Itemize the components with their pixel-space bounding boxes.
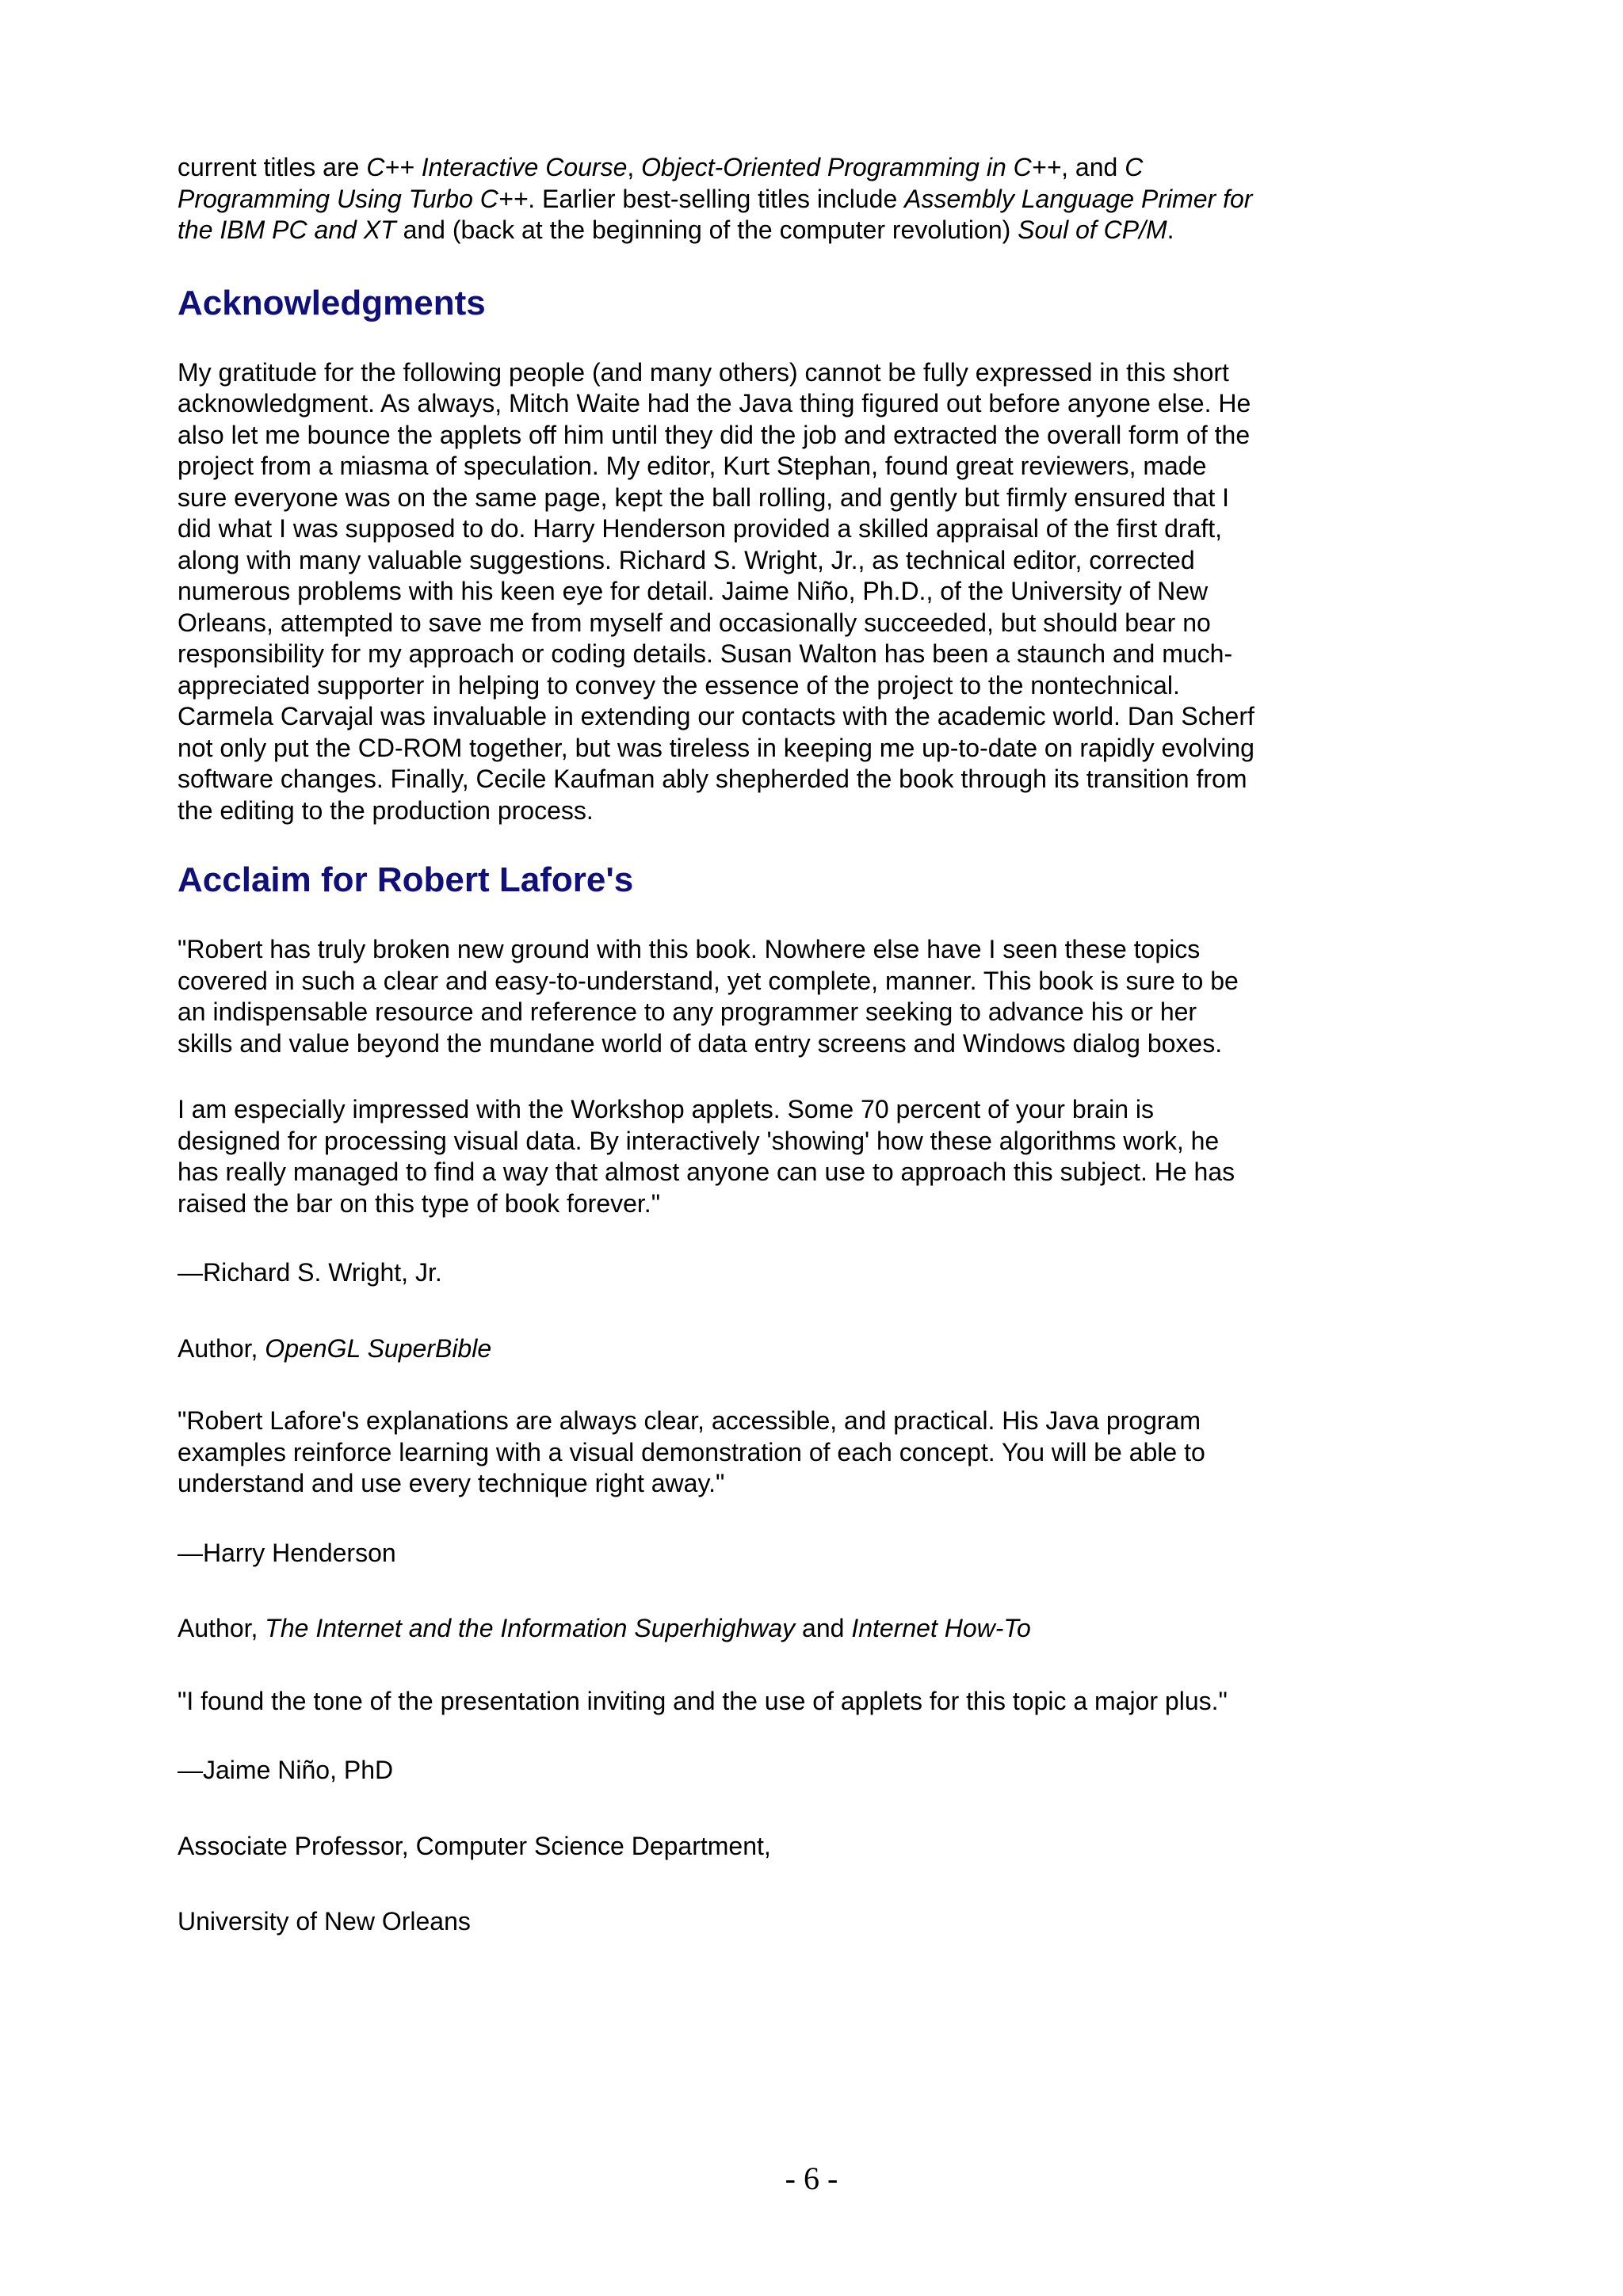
quote-wright-part1: "Robert has truly broken new ground with this book. Nowhere else have I seen these topics covered in such a clear and easy-to-understand, yet complete, manner. This book is sure to be an indispensable resource and reference to any programmer seeking to advance his or her skills and value beyond the mundane world of data entry screens and Windows dialog boxes.	[178, 935, 1239, 1058]
acknowledgments-paragraph: My gratitude for the following people (and many others) cannot be fully expressed in this short acknowledgment. As always, Mitch Waite had the Java thing figured out before anyone else. He also let me bounce the applets off him until they did the job and extracted the overall form of the project from a miasma of speculation. My editor, Kurt Stephan, found great reviewers, made sure everyone was on the same page, kept the ball rolling, and gently but firmly ensured that I did what I was supposed to do. Harry Henderson provided a skilled appraisal of the first draft, along with many valuable suggestions. Richard S. Wright, Jr., as technical editor, corrected numerous problems with his keen eye for detail. Jaime Niño, Ph.D., of the University of New Orleans, attempted to save me from myself and occasionally succeeded, but should bear no responsibility for my approach or coding details. Susan Walton has been a staunch and much-appreciated supporter in helping to convey the essence of the project to the nontechnical. Carmela Carvajal was invaluable in extending our contacts with the academic world. Dan Scherf not only put the CD-ROM together, but was tireless in keeping me up-to-date on rapidly evolving software changes. Finally, Cecile Kaufman ably shepherded the book through its transition from the editing to the production process.	[178, 357, 1254, 825]
book-title: Object-Oriented Programming in C++	[641, 153, 1062, 181]
book-title: C++ Interactive Course	[366, 153, 628, 181]
acclaim-heading: Acclaim for Robert Lafore's	[178, 860, 634, 899]
acknowledgments-heading: Acknowledgments	[178, 283, 486, 322]
quote-wright-attribution: —Richard S. Wright, Jr.	[178, 1258, 442, 1287]
quote-henderson-attribution: —Harry Henderson	[178, 1538, 396, 1567]
page-content	[178, 152, 1255, 1938]
quote-henderson: "Robert Lafore's explanations are always clear, accessible, and practical. His Java program examples reinforce learning with a visual demonstration of each concept. You will be able to understand and use every technique right away."	[178, 1406, 1205, 1497]
book-title: C Programming Using Turbo C++	[178, 153, 1144, 213]
book-title: Assembly Language Primer for the IBM PC and XT	[178, 184, 1253, 244]
book-title: Internet How-To	[851, 1614, 1031, 1642]
quote-wright-role: Author, OpenGL SuperBible	[178, 1333, 492, 1363]
quote-nino: "I found the tone of the presentation inviting and the use of applets for this topic a major plus."	[178, 1686, 1228, 1715]
quote-nino-role-title: Associate Professor, Computer Science Department,	[178, 1831, 771, 1860]
book-title: The Internet and the Information Superhighway	[265, 1614, 796, 1642]
quote-nino-attribution: —Jaime Niño, PhD	[178, 1756, 394, 1784]
quote-nino-role-institution: University of New Orleans	[178, 1907, 471, 1936]
page-number: - 6 -	[785, 2161, 838, 2196]
book-title: Soul of CP/M	[1018, 215, 1167, 244]
quote-henderson-role: Author, The Internet and the Information Superhighway and Internet How-To	[178, 1614, 1031, 1642]
quote-wright-part2: I am especially impressed with the Workshop applets. Some 70 percent of your brain is designed for processing visual data. By interactively 'showing' how these algorithms work, he has really managed to find a way that almost anyone can use to approach this subject. He has raised the bar on this type of book forever."	[178, 1095, 1235, 1218]
intro-paragraph: current titles are C++ Interactive Course, Object-Oriented Programming in C++, and C Programming Using Turbo C++. Earlier best-selling titles include Assembly Language Primer for the IBM PC and XT and (back at the beginning of the computer revolution) Soul of CP/M.	[178, 153, 1253, 244]
book-title: OpenGL SuperBible	[265, 1333, 492, 1363]
